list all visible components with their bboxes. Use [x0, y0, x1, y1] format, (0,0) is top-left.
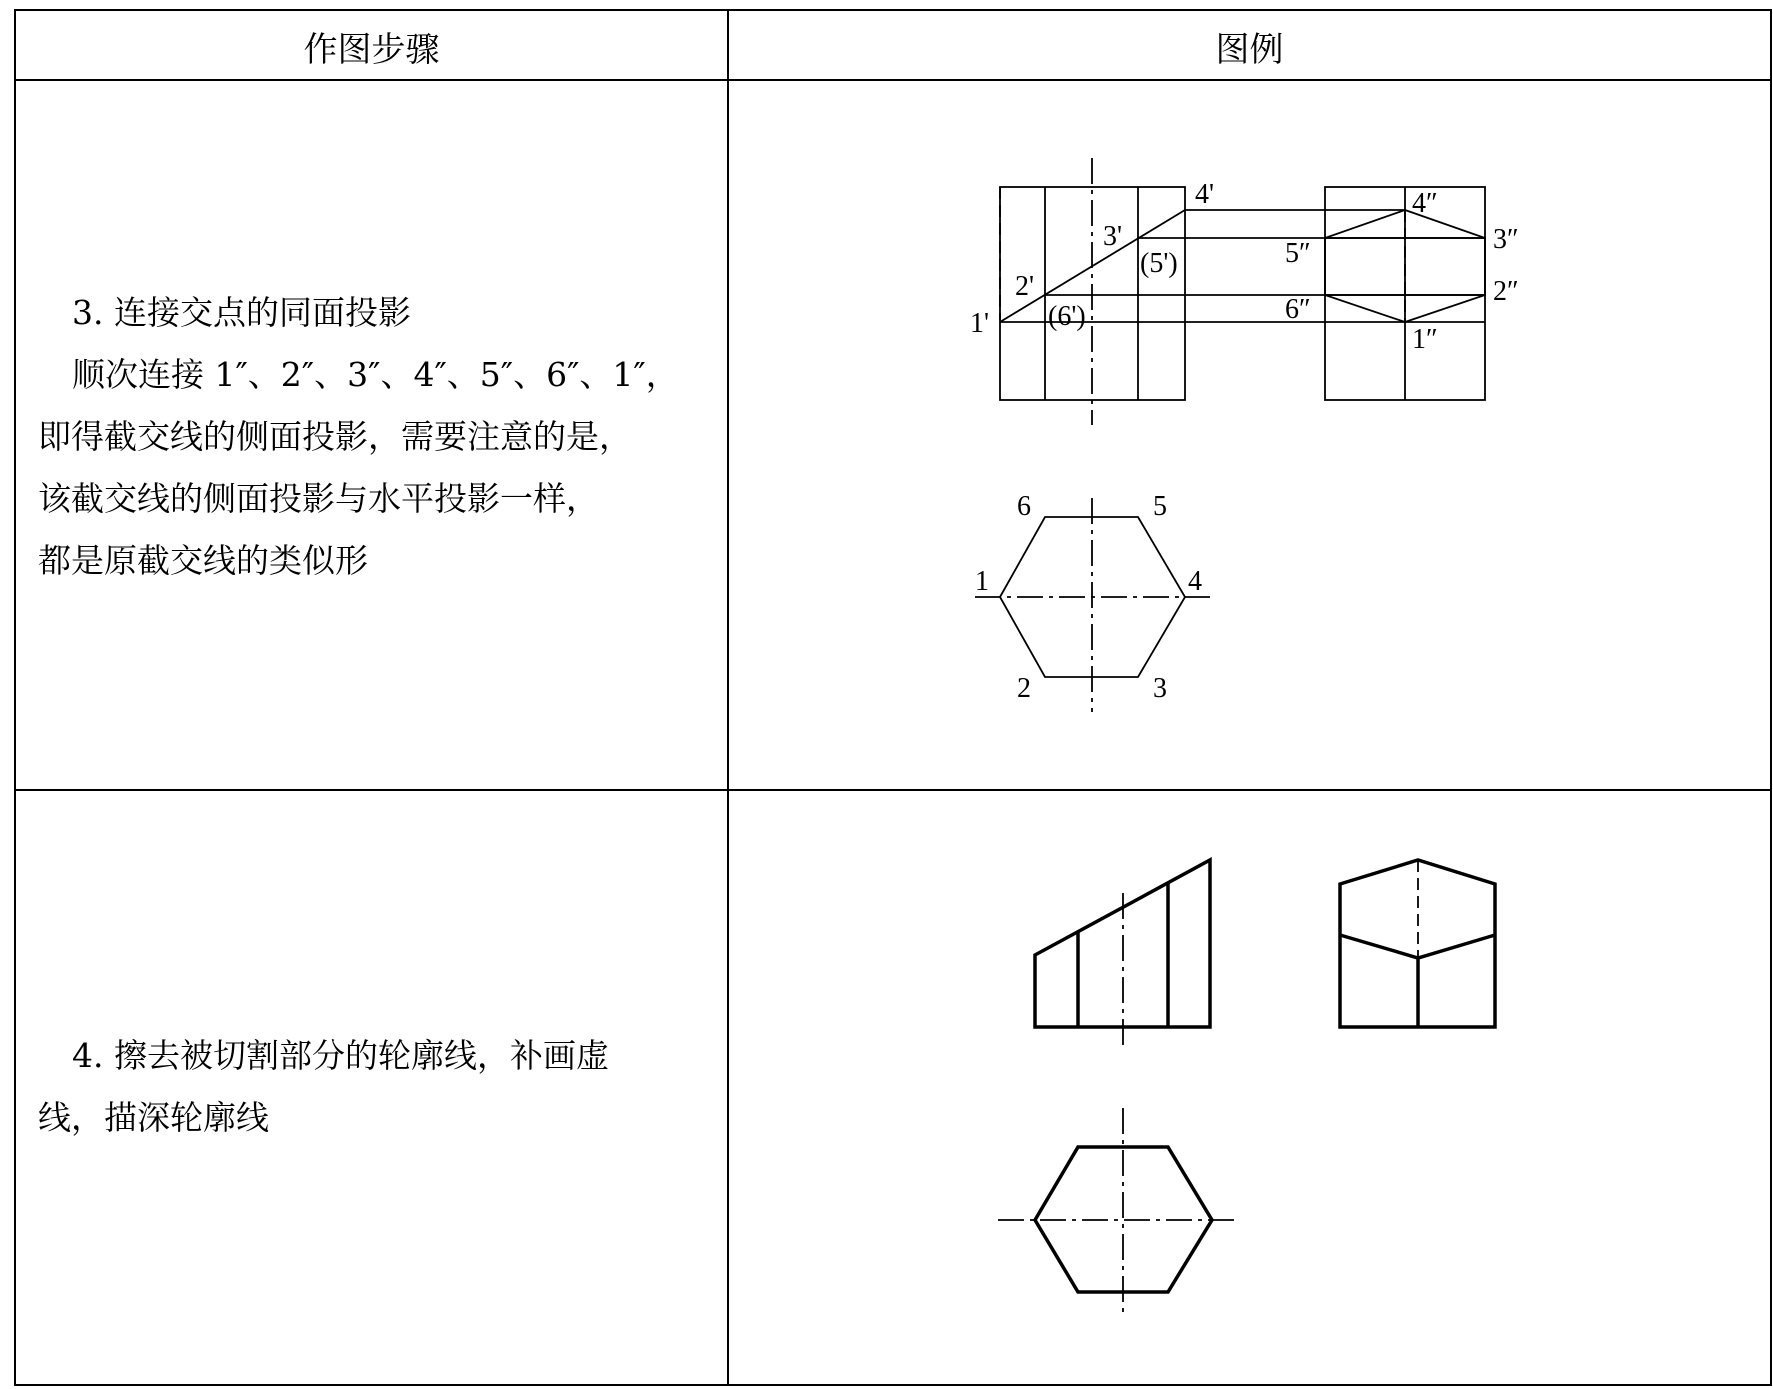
result-top-view: [998, 1108, 1235, 1315]
step3-line-4: 都是原截交线的类似形: [38, 541, 368, 580]
svg-text:1: 1: [975, 566, 989, 597]
step4-title: 4. 擦去被切割部分的轮廓线，补画虚: [72, 1036, 609, 1075]
svg-text:2″: 2″: [1493, 276, 1519, 307]
step3-title: 3. 连接交点的同面投影: [72, 293, 411, 332]
svg-text:4': 4': [1195, 179, 1215, 210]
svg-text:6″: 6″: [1285, 294, 1311, 325]
svg-text:(5'): (5'): [1140, 248, 1178, 279]
step3-line-1: 顺次连接 1″、2″、3″、4″、5″、6″、1″，: [72, 355, 679, 394]
svg-text:4: 4: [1188, 566, 1202, 597]
step4-figure: [998, 860, 1495, 1315]
svg-text:2': 2': [1015, 271, 1035, 302]
table-border: [15, 10, 1771, 1385]
top-view: [975, 498, 1210, 712]
svg-text:3″: 3″: [1493, 224, 1519, 255]
svg-text:5: 5: [1153, 491, 1167, 522]
result-front-view: [1035, 860, 1210, 1048]
svg-text:3': 3': [1103, 221, 1123, 252]
svg-text:4″: 4″: [1412, 188, 1438, 219]
svg-text:1': 1': [970, 308, 990, 339]
step3-figure: [975, 158, 1485, 712]
svg-text:(6'): (6'): [1048, 301, 1086, 332]
step3-description: [38, 282, 718, 592]
result-side-view: [1340, 860, 1495, 1027]
step3-line-3: 该截交线的侧面投影与水平投影一样，: [38, 479, 599, 518]
header-figure: 图例: [1215, 30, 1284, 70]
side-view: [1325, 187, 1485, 400]
svg-text:6: 6: [1017, 491, 1031, 522]
svg-text:3: 3: [1153, 673, 1167, 704]
svg-text:5″: 5″: [1285, 238, 1311, 269]
header-steps: 作图步骤: [303, 30, 440, 70]
step4-line-1: 线，描深轮廓线: [38, 1098, 269, 1137]
step4-description: [38, 1025, 718, 1149]
svg-text:1″: 1″: [1412, 324, 1438, 355]
svg-text:2: 2: [1017, 673, 1031, 704]
step3-labels: [970, 179, 1519, 704]
step3-line-2: 即得截交线的侧面投影，需要注意的是，: [38, 417, 632, 456]
